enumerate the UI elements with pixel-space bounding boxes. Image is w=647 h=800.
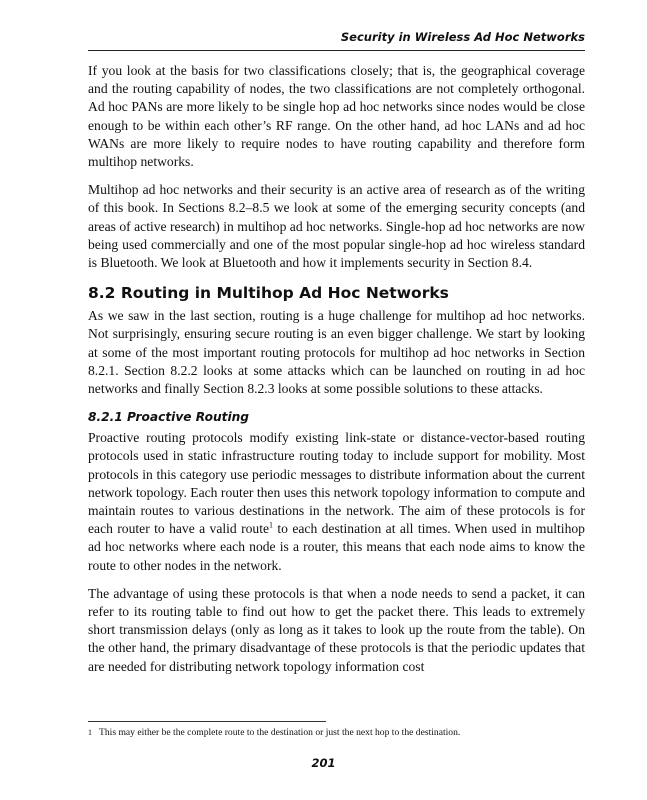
section-heading: 8.2 Routing in Multihop Ad Hoc Networks [88, 284, 449, 303]
paragraph-advantages: The advantage of using these protocols is that when a node needs to send a packet, it can refer to its routing table to find out how to get the packet there. This leads to extremely short transmission delays (only as long as it takes to look up the route from the table). On the other hand, the primary disadvantage of these protocols is that the periodic updates that are needed for distributing network topology information cost [88, 585, 585, 674]
footnote [88, 727, 585, 739]
footnote-divider [88, 721, 326, 722]
page-number: 201 [311, 756, 336, 770]
footnote-mark: 1 [88, 728, 92, 737]
paragraph-proactive-text-start: Proactive routing protocols modify existing link-state or distance-vector-based routing protocols used in static infrastructure routing today to include support for mobility. Most protocols in this category use periodic messages to distribute information about the current network topology. Each router then uses this network topology information to compute and maintain routes to various destinations in the network. The aim of these protocols is for each router to have a valid route [88, 430, 585, 537]
paragraph-multihop-research: Multihop ad hoc networks and their security is an active area of research as of the writing of this book. In Sections 8.2–8.5 we look at some of the emerging security concepts (and areas of active research) in multihop ad hoc networks. Single-hop ad hoc networks are now being used commercially and one of the most popular single-hop ad hoc wireless standard is Bluetooth. We look at Bluetooth and how it implements security in Section 8.4. [88, 182, 585, 271]
footnote-reference: 1 [269, 520, 274, 530]
footnote-text: This may either be the complete route to the destination or just the next hop to the destination. [99, 727, 461, 738]
paragraph-proactive-text-end: to each destination at all times. When used in multihop ad hoc networks where each node is a router, this means that each node aims to know the route to other nodes in the network. [88, 521, 585, 573]
running-header [88, 28, 585, 51]
page-body [88, 62, 585, 686]
subsection-heading: 8.2.1 Proactive Routing [88, 410, 250, 425]
running-header-title: Security in Wireless Ad Hoc Networks [340, 30, 585, 44]
paragraph-routing-intro: As we saw in the last section, routing is a huge challenge for multihop ad hoc networks. Not surprisingly, ensuring secure routing is an even bigger challenge. We start by looking at some of the most important routing protocols for multihop ad hoc networks in Section 8.2.1. Section 8.2.2 looks at some attacks which can be launched on routing in ad hoc networks and finally Section 8.2.3 looks at some possible solutions to these attacks. [88, 308, 585, 397]
paragraph-classifications: If you look at the basis for two classifications closely; that is, the geographical coverage and the routing capability of nodes, the two classifications are not completely orthogonal. Ad hoc PANs are more likely to be single hop ad hoc networks since nodes would be close enough to be within each other’s RF range. On the other hand, ad hoc LANs and ad hoc WANs are more likely to require nodes to have routing capability and therefore form multihop networks. [88, 63, 585, 170]
paragraph-proactive-routing [88, 429, 585, 575]
